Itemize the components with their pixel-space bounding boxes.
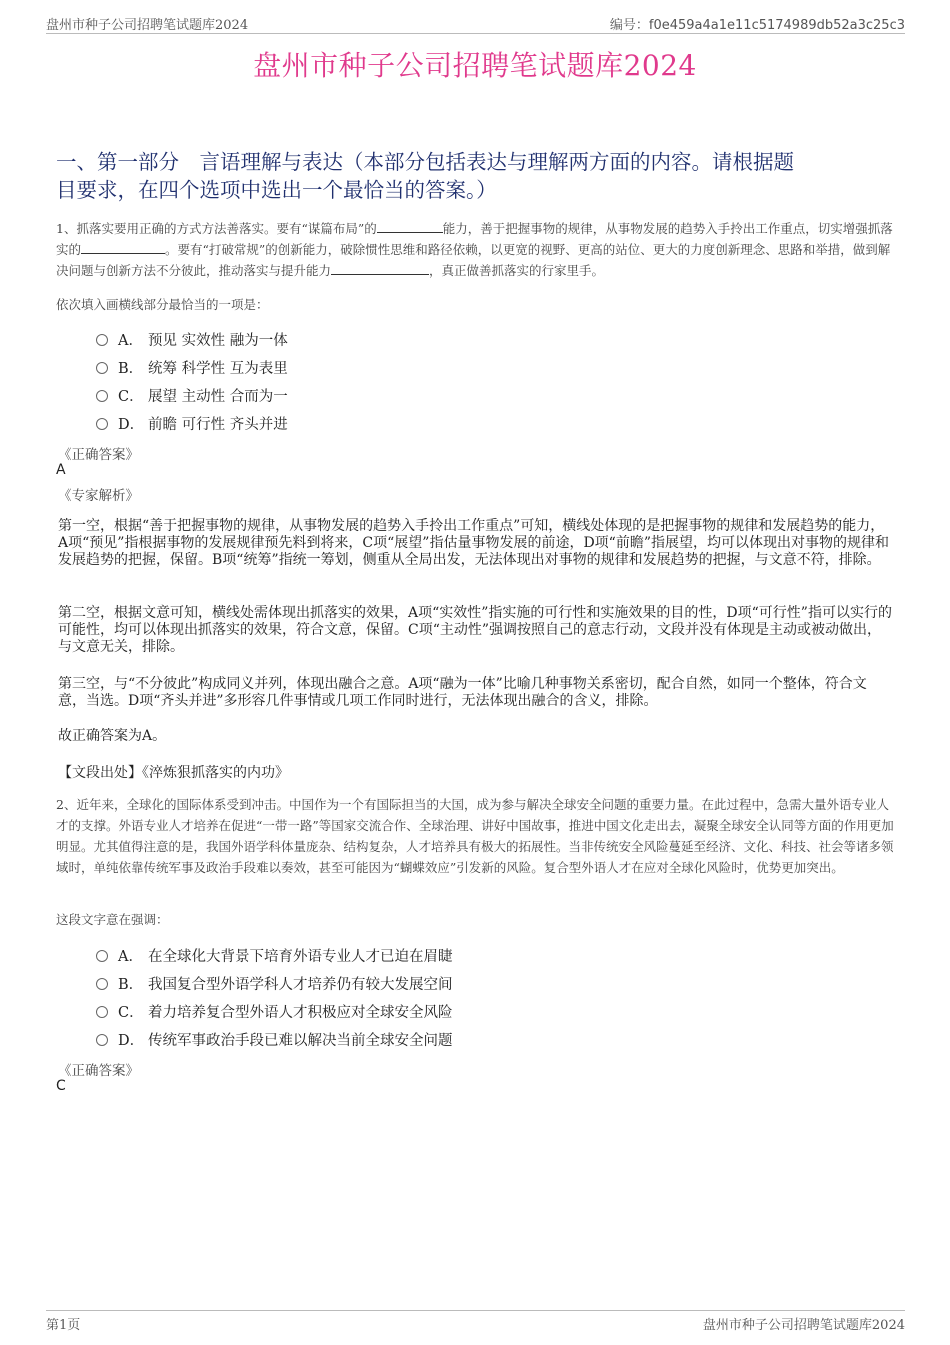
q1-option-b[interactable]: [96, 357, 288, 378]
option-letter: D．: [118, 417, 145, 433]
option-text: 我国复合型外语学科人才培养仍有较大发展空间: [148, 977, 453, 993]
option-letter: A．: [118, 949, 143, 965]
q2-option-a[interactable]: [96, 945, 453, 966]
q1-text-part-b: 能力，善于把握事物的规律，从事物发展的趋势入手拎出工作重点，切实增强抓落实的: [56, 221, 893, 257]
q2-answer: C: [56, 1078, 66, 1094]
page-prefix: 第: [46, 1318, 60, 1333]
section-heading: [56, 148, 896, 204]
q1-option-a[interactable]: [96, 329, 288, 350]
q2-option-c[interactable]: [96, 1001, 453, 1022]
option-text: 预见 实效性 融为一体: [148, 333, 288, 349]
footer-divider: [46, 1310, 905, 1311]
radio-icon[interactable]: [96, 334, 108, 346]
analysis-conclusion: 故正确答案为A。: [58, 728, 167, 744]
radio-icon[interactable]: [96, 978, 108, 990]
option-text: 在全球化大背景下培育外语专业人才已迫在眉睫: [148, 949, 453, 965]
header-divider: [46, 33, 905, 34]
q2-option-d[interactable]: [96, 1029, 453, 1050]
footer-page-number: [46, 1314, 80, 1333]
header-title: 盘州市种子公司招聘笔试题库2024: [46, 18, 249, 33]
option-letter: D．: [118, 1033, 145, 1049]
radio-icon[interactable]: [96, 1034, 108, 1046]
q2-answer-label: 《正确答案》: [58, 1063, 139, 1079]
question-1-prompt: 依次填入画横线部分最恰当的一项是：: [56, 297, 269, 312]
blank-2: [81, 240, 165, 254]
option-letter: B．: [118, 977, 144, 993]
option-text: 传统军事政治手段已难以解决当前全球安全问题: [148, 1033, 453, 1049]
serial-value: f0e459a4a1e11c5174989db52a3c25c3: [648, 18, 905, 33]
option-letter: C．: [118, 389, 144, 405]
q1-text-part-c: 。要有“打破常规”的创新能力，破除惯性思维和路径依赖，以更宽的视野、更高的站位、更大的力度创新理念、思路和举措，做到解决问题与创新方法不分彼此，推动落实与提升能力: [56, 242, 891, 278]
option-text: 统筹 科学性 互为表里: [148, 361, 288, 377]
q1-answer-label: 《正确答案》: [58, 447, 139, 463]
radio-icon[interactable]: [96, 418, 108, 430]
option-text: 前瞻 可行性 齐头并进: [148, 417, 288, 433]
analysis-paragraph-3: 第三空，与“不分彼此”构成同义并列，体现出融合之意。A项“融为一体”比喻几种事物关系密切，配合自然，如同一个整体，符合文意，当选。D项“齐头并进”多形容几件事情或几项工作同时进行，无法体现出融合的含义，排除。: [58, 676, 867, 709]
page-suffix: 页: [67, 1318, 81, 1333]
blank-1: [377, 219, 443, 233]
analysis-paragraph-2: 第二空，根据文意可知，横线处需体现出抓落实的效果，A项“实效性”指实施的可行性和实施效果的目的性，D项“可行性”指可以实行的可能性，均可以体现出抓落实的效果，符合文意，保留。C项“主动性”强调按照自己的意志行动，文段并没有体现是主动或被动做出，与文意无关，排除。: [58, 605, 892, 655]
option-letter: B．: [118, 361, 144, 377]
q1-option-d[interactable]: [96, 413, 288, 434]
q1-source: 【文段出处】《淬炼狠抓落实的内功》: [58, 765, 289, 781]
page-num: 1: [59, 1318, 68, 1333]
serial-label: 编号：: [609, 18, 649, 33]
q1-analysis-label: 《专家解析》: [58, 488, 139, 504]
radio-icon[interactable]: [96, 362, 108, 374]
section-heading-line2: 目要求，在四个选项中选出一个最恰当的答案。）: [56, 178, 497, 202]
question-2-text: 2、近年来，全球化的国际体系受到冲击。中国作为一个有国际担当的大国，成为参与解决全球安全问题的重要力量。在此过程中，急需大量外语专业人才的支撑。外语专业人才培养在促进“一带一路”等国家交流合作、全球治理、讲好中国故事，推进中国文化走出去，凝聚全球安全认同等方面的作用更加明显。尤其值得注意的是，我国外语学科体量庞杂、结构复杂，人才培养具有极大的拓展性。当非传统安全风险蔓延至经济、文化、科技、社会等诸多领域时，单纯依靠传统军事及政治手段难以奏效，甚至可能因为“蝴蝶效应”引发新的风险。复合型外语人才在应对全球化风险时，优势更加突出。: [56, 797, 894, 875]
radio-icon[interactable]: [96, 390, 108, 402]
radio-icon[interactable]: [96, 1006, 108, 1018]
q2-option-b[interactable]: [96, 973, 453, 994]
q1-text-part-d: ，真正做善抓落实的行家里手。: [429, 263, 605, 278]
option-text: 展望 主动性 合而为一: [148, 389, 288, 405]
footer-title: 盘州市种子公司招聘笔试题库2024: [702, 1318, 905, 1333]
option-letter: A．: [118, 333, 143, 349]
option-text: 着力培养复合型外语人才积极应对全球安全风险: [148, 1005, 453, 1021]
question-1-text: [56, 218, 898, 281]
q1-answer: A: [56, 462, 66, 478]
analysis-paragraph-1: 第一空，根据“善于把握事物的规律，从事物发展的趋势入手拎出工作重点”可知，横线处体现的是把握事物的规律和发展趋势的能力，A项“预见”指根据事物的发展规律预先料到将来，C项“展望”指估量事物发展的前途，D项“前瞻”指展望，均可以体现出对事物的规律和发展趋势的把握，保留。B项“统筹”指统一筹划，侧重从全局出发，无法体现出对事物的规律和发展趋势的把握，与文意不符，排除。: [58, 518, 889, 568]
radio-icon[interactable]: [96, 950, 108, 962]
question-2-prompt: 这段文字意在强调：: [56, 912, 169, 927]
q1-text-part-a: 1、抓落实要用正确的方式方法善落实。要有“谋篇布局”的: [56, 221, 377, 236]
q1-option-c[interactable]: [96, 385, 288, 406]
option-letter: C．: [118, 1005, 144, 1021]
page-title: 盘州市种子公司招聘笔试题库2024: [253, 49, 697, 82]
header-serial: [610, 14, 905, 33]
section-heading-line1: 一、第一部分 言语理解与表达（本部分包括表达与理解两方面的内容。请根据题: [56, 150, 794, 174]
blank-3: [331, 261, 429, 275]
